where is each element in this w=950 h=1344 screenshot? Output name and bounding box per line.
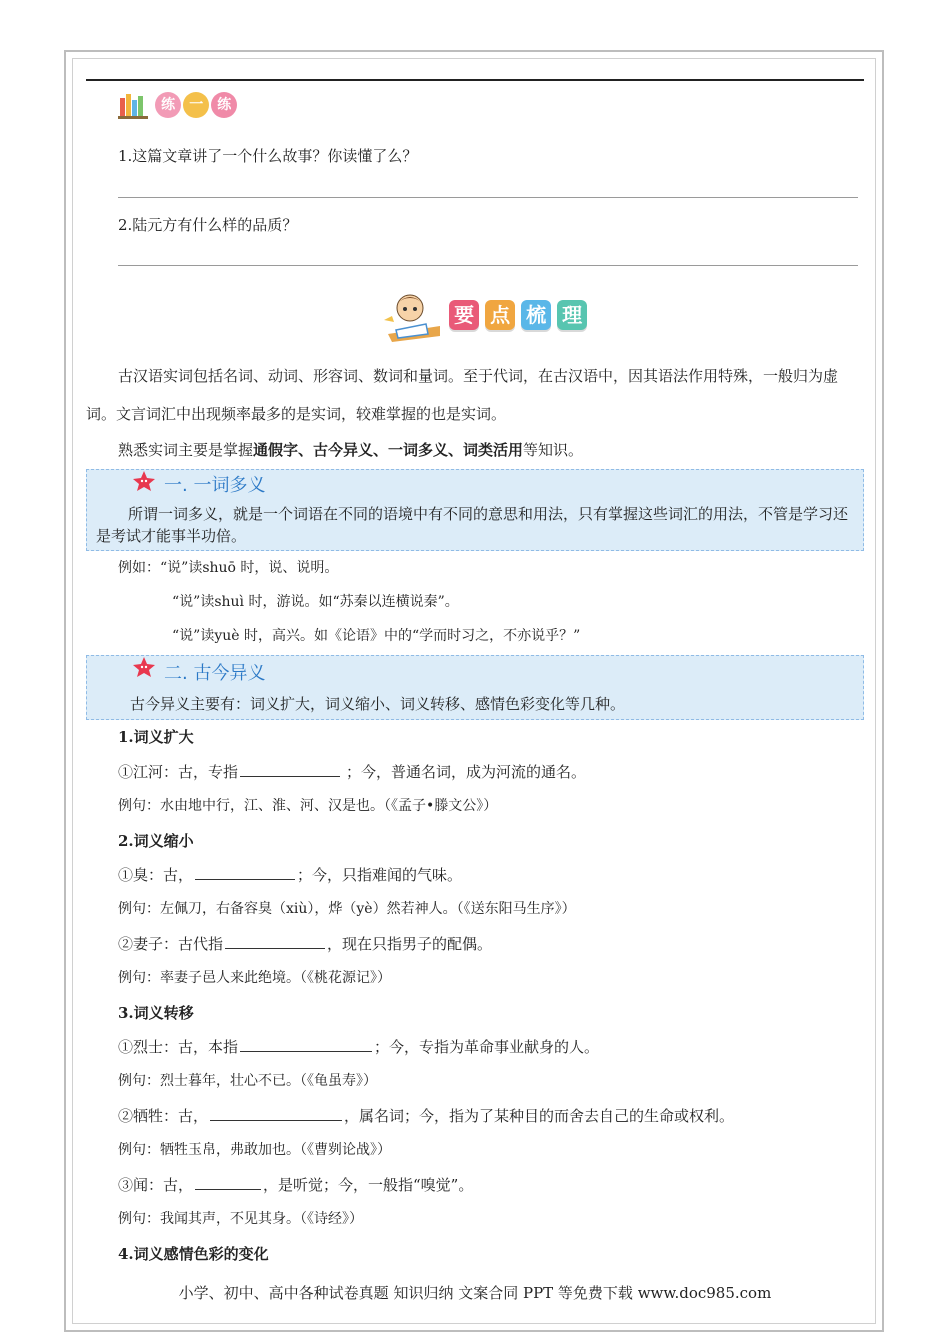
shift-item-1 [118, 1036, 599, 1057]
page-footer: 小学、初中、高中各种试卷真题 知识归纳 文案合同 PPT 等免费下载 www.doc985.com [178, 1284, 772, 1302]
shrink-heading: 2.词义缩小 [118, 832, 194, 850]
section-1-example-3: “说”读yuè 时，高兴。如《论语》中的“学而时习之，不亦说乎？” [172, 628, 581, 644]
shift-item-2-text-a: ②牺牲：古， [118, 1107, 209, 1125]
shift-item-1-text-b: ；今，专指为革命事业献身的人。 [374, 1038, 600, 1056]
shift-item-3-text-b: ，是听觉；今，一般指“嗅觉”。 [263, 1176, 474, 1194]
shift-item-2-example: 例句：牺牲玉帛，弗敢加也。（《曹刿论战》） [118, 1142, 391, 1158]
intro-paragraph-2 [118, 439, 583, 460]
section-1-example-1: 例如：“说”读shuō 时，说、说明。 [118, 560, 339, 576]
fill-blank[interactable] [225, 934, 325, 949]
expand-item-1 [118, 761, 586, 782]
shift-item-2 [118, 1105, 734, 1126]
shrink-item-2-text-a: ②妻子：古代指 [118, 935, 224, 953]
fill-blank[interactable] [210, 1106, 342, 1121]
badge-char-1: 练 [155, 92, 181, 118]
shift-item-1-text-a: ①烈士：古，本指 [118, 1038, 239, 1056]
shift-item-3-example: 例句：我闻其声，不见其身。（《诗经》） [118, 1211, 363, 1227]
shrink-item-1-text-a: ①臭：古， [118, 866, 194, 884]
answer-line-1[interactable] [118, 197, 858, 198]
shift-item-3 [118, 1174, 473, 1195]
key-char-4: 理 [557, 300, 587, 330]
pencils-icon [118, 88, 150, 120]
star-icon [132, 470, 156, 492]
key-char-3: 梳 [521, 300, 551, 330]
question-1: 1.这篇文章讲了一个什么故事？你读懂了么？ [118, 147, 418, 165]
intro-p2-bold: 通假字、古今异义、一词多义、词类活用 [253, 441, 524, 459]
section-1-example-2: “说”读shuì 时，游说。如“苏秦以连横说秦”。 [172, 594, 459, 610]
practice-badge [118, 88, 234, 122]
intro-p2-suffix: 等知识。 [523, 441, 584, 459]
fill-blank[interactable] [240, 1037, 372, 1052]
key-points-header [382, 290, 593, 346]
shrink-item-1-text-b: ；今，只指难闻的气味。 [297, 866, 463, 884]
section-1-body: 所谓一词多义，就是一个词语在不同的语境中有不同的意思和用法，只有掌握这些词汇的用法，不管是学习还是考试才能事半功倍。 [96, 505, 849, 545]
question-2: 2.陆元方有什么样的品质？ [118, 216, 298, 234]
shift-heading: 3.词义转移 [118, 1004, 194, 1022]
shrink-item-1 [118, 864, 462, 885]
emotion-heading: 4.词义感情色彩的变化 [118, 1245, 269, 1263]
shift-item-1-example: 例句：烈士暮年，壮心不已。（《龟虽寿》） [118, 1073, 377, 1089]
expand-item-1-text-b: ；今，普通名词，成为河流的通名。 [346, 763, 587, 781]
key-char-1: 要 [449, 300, 479, 330]
shrink-item-2-example: 例句：率妻子邑人来此绝境。（《桃花源记》） [118, 970, 391, 986]
star-icon [132, 656, 156, 678]
fill-blank[interactable] [195, 1175, 261, 1190]
badge-char-2: 一 [183, 92, 209, 118]
shift-item-2-text-b: ，属名词；今，指为了某种目的而舍去自己的生命或权利。 [344, 1107, 735, 1125]
fill-blank[interactable] [195, 865, 295, 880]
shrink-item-2-text-b: ，现在只指男子的配偶。 [327, 935, 493, 953]
intro-paragraph-1: 古汉语实词包括名词、动词、形容词、数词和量词。至于代词，在古汉语中，因其语法作用特殊，一般归为虚词。文言词汇中出现频率最多的是实词，较难掌握的也是实词。 [86, 367, 839, 423]
shrink-item-1-example: 例句：左佩刀，右备容臭（xiù），烨（yè）然若神人。（《送东阳马生序》） [118, 901, 576, 917]
expand-heading: 1.词义扩大 [118, 728, 194, 746]
section-1-title: 一. 一词多义 [164, 475, 266, 496]
intro-p2-prefix: 熟悉实词主要是掌握 [118, 441, 254, 459]
expand-item-1-example: 例句：水由地中行，江、淮、河、汉是也。（《孟子•滕文公》） [118, 798, 498, 814]
section-2-body: 古今异义主要有：词义扩大，词义缩小、词义转移、感情色彩变化等几种。 [130, 695, 626, 713]
shift-item-3-text-a: ③闻：古， [118, 1176, 194, 1194]
answer-line-2[interactable] [118, 265, 858, 266]
student-reading-icon [382, 290, 444, 344]
section-2-title: 二. 古今异义 [164, 663, 266, 684]
badge-char-3: 练 [211, 92, 237, 118]
header-rule [86, 79, 864, 81]
fill-blank[interactable] [240, 762, 340, 777]
key-char-2: 点 [485, 300, 515, 330]
expand-item-1-text-a: ①江河：古，专指 [118, 763, 239, 781]
shrink-item-2 [118, 933, 492, 954]
